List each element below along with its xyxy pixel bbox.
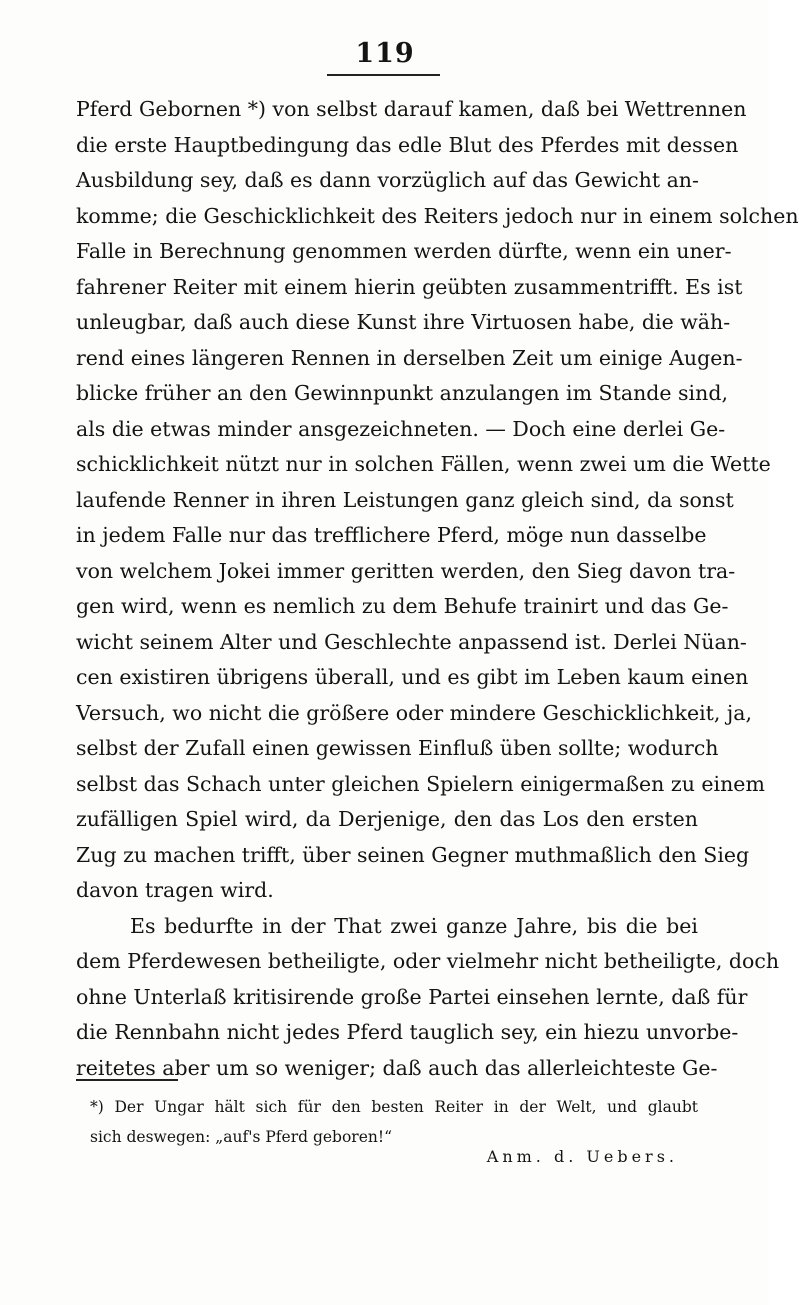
- text-line: als die etwas minder ansgezeichneten. — Doch eine derlei Ge-: [76, 416, 726, 441]
- text-line: gen wird, wenn es nemlich zu dem Behufe trainirt und das Ge-: [76, 594, 729, 618]
- footnote-line: *) Der Ungar hält sich für den besten Reiter in der Welt, und glaubt: [90, 1098, 698, 1116]
- footnote-rule: [76, 1079, 178, 1081]
- text-line: Ausbildung sey, daß es dann vorzüglich auf das Gewicht an-: [76, 168, 699, 192]
- paragraph-end-line: davon tragen wird.: [76, 878, 274, 902]
- text-line: blicke früher an den Gewinnpunkt anzulangen im Stande sind,: [76, 381, 728, 405]
- text-line: unleugbar, daß auch diese Kunst ihre Virtuosen habe, die wäh-: [76, 310, 731, 334]
- text-line: selbst das Schach unter gleichen Spielern einigermaßen zu einem: [76, 771, 765, 796]
- text-line: komme; die Geschicklichkeit des Reiters jedoch nur in einem solchen: [76, 203, 799, 228]
- text-line: von welchem Jokei immer geritten werden, den Sieg davon tra-: [76, 558, 736, 583]
- text-line: die Rennbahn nicht jedes Pferd tauglich sey, ein hiezu unvorbe-: [76, 1020, 739, 1044]
- text-line: rend eines längeren Rennen in derselben Zeit um einige Augen-: [76, 345, 743, 370]
- text-line: ohne Unterlaß kritisirende große Partei einsehen lernte, daß für: [76, 984, 748, 1009]
- page-number: 119: [355, 38, 415, 69]
- text-line: Zug zu machen trifft, über seinen Gegner muthmaßlich den Sieg: [76, 842, 750, 867]
- text-line: Falle in Berechnung genommen werden dürfte, wenn ein uner-: [76, 239, 732, 263]
- text-line: selbst der Zufall einen gewissen Einfluß üben sollte; wodurch: [76, 736, 719, 760]
- footnote-signature: Anm. d. Uebers.: [486, 1147, 678, 1166]
- body-text: [76, 92, 799, 1086]
- text-line: cen existiren übrigens überall, und es gibt im Leben kaum einen: [76, 665, 749, 689]
- text-line: fahrener Reiter mit einem hierin geübten zusammentrifft. Es ist: [76, 274, 743, 299]
- text-line: dem Pferdewesen betheiligte, oder vielmehr nicht betheiligte, doch: [76, 949, 780, 973]
- text-line: die erste Hauptbedingung das edle Blut des Pferdes mit dessen: [76, 132, 739, 157]
- text-line: zufälligen Spiel wird, da Derjenige, den das Los den ersten: [76, 807, 698, 831]
- text-line: Pferd Gebornen *) von selbst darauf kamen, daß bei Wettrennen: [76, 97, 747, 121]
- text-line: reitetes aber um so weniger; daß auch das allerleichteste Ge-: [76, 1055, 718, 1080]
- text-line: schicklichkeit nützt nur in solchen Fällen, wenn zwei um die Wette: [76, 452, 771, 476]
- text-line: laufende Renner in ihren Leistungen ganz gleich sind, da sonst: [76, 487, 734, 512]
- header-rule: [327, 74, 440, 76]
- text-line: in jedem Falle nur das trefflichere Pferd, möge nun dasselbe: [76, 523, 707, 547]
- paragraph-start-line: Es bedurfte in der That zwei ganze Jahre, bis die bei: [130, 913, 698, 938]
- footnote-line: sich deswegen: „auf's Pferd geboren!“: [90, 1128, 393, 1146]
- text-line: wicht seinem Alter und Geschlechte anpassend ist. Derlei Nüan-: [76, 629, 747, 654]
- text-line: Versuch, wo nicht die größere oder mindere Geschicklichkeit, ja,: [76, 700, 753, 725]
